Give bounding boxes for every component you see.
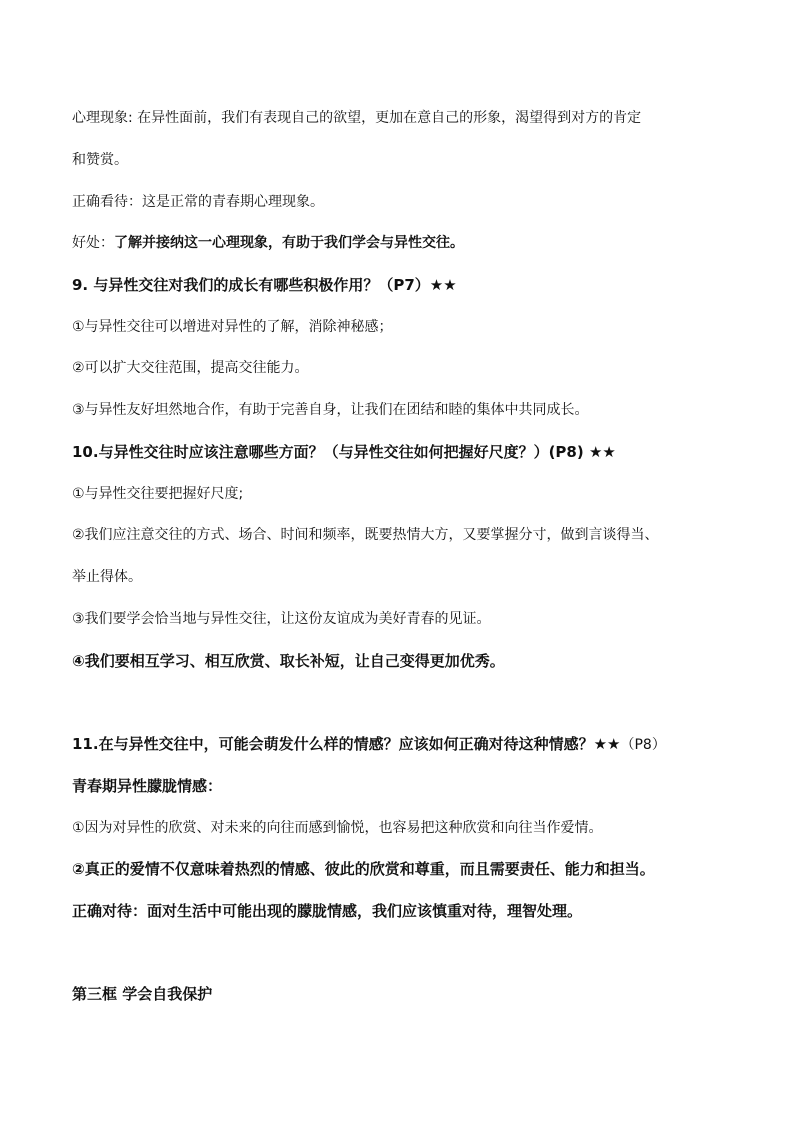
list-item: ②真正的爱情不仅意味着热烈的情感、彼此的欣赏和尊重，而且需要责任、能力和担当。 bbox=[72, 860, 655, 878]
question-heading-11 bbox=[72, 734, 732, 755]
paragraph-line bbox=[72, 233, 732, 253]
list-item: ④我们要相互学习、相互欣赏、取长补短，让自己变得更加优秀。 bbox=[72, 652, 505, 670]
label: 好处： bbox=[72, 235, 114, 251]
list-item: ①与异性交往可以增进对异性的了解，消除神秘感； bbox=[72, 319, 393, 335]
subheading: 青春期异性朦胧情感： bbox=[72, 777, 223, 795]
list-item: 正确对待：面对生活中可能出现的朦胧情感，我们应该慎重对待，理智处理。 bbox=[72, 902, 583, 920]
list-item: 举止得体。 bbox=[72, 569, 142, 585]
page-ref: （P8） bbox=[620, 737, 666, 753]
list-item: ②可以扩大交往范围，提高交往能力。 bbox=[72, 360, 309, 376]
bold-text: 了解并接纳这一心理现象，有助于我们学会与异性交往。 bbox=[114, 235, 464, 251]
list-item: ①与异性交往要把握好尺度; bbox=[72, 486, 244, 502]
question-text: 11.在与异性交往中，可能会萌发什么样的情感？应该如何正确对待这种情感？★★ bbox=[72, 735, 621, 753]
question-heading-10: 10.与异性交往时应该注意哪些方面？（与异性交往如何把握好尺度？）(P8) ★★ bbox=[72, 443, 616, 461]
question-heading-9: 9. 与异性交往对我们的成长有哪些积极作用？（P7）★★ bbox=[72, 276, 457, 294]
paragraph-line: 心理现象: 在异性面前，我们有表现自己的欲望，更加在意自己的形象，渴望得到对方的肯定 bbox=[72, 110, 642, 126]
paragraph-line: 和赞赏。 bbox=[72, 152, 128, 168]
list-item: ③我们要学会恰当地与异性交往，让这份友谊成为美好青春的见证。 bbox=[72, 611, 491, 627]
paragraph-line: 正确看待：这是正常的青春期心理现象。 bbox=[72, 194, 324, 210]
section-title: 第三框 学会自我保护 bbox=[72, 985, 213, 1003]
list-item: ①因为对异性的欣赏、对未来的向往而感到愉悦，也容易把这种欣赏和向往当作爱情。 bbox=[72, 820, 603, 836]
list-item: ②我们应注意交往的方式、场合、时间和频率，既要热情大方，又要掌握分寸，做到言谈得当、 bbox=[72, 527, 659, 543]
list-item: ③与异性友好坦然地合作，有助于完善自身，让我们在团结和睦的集体中共同成长。 bbox=[72, 402, 589, 418]
